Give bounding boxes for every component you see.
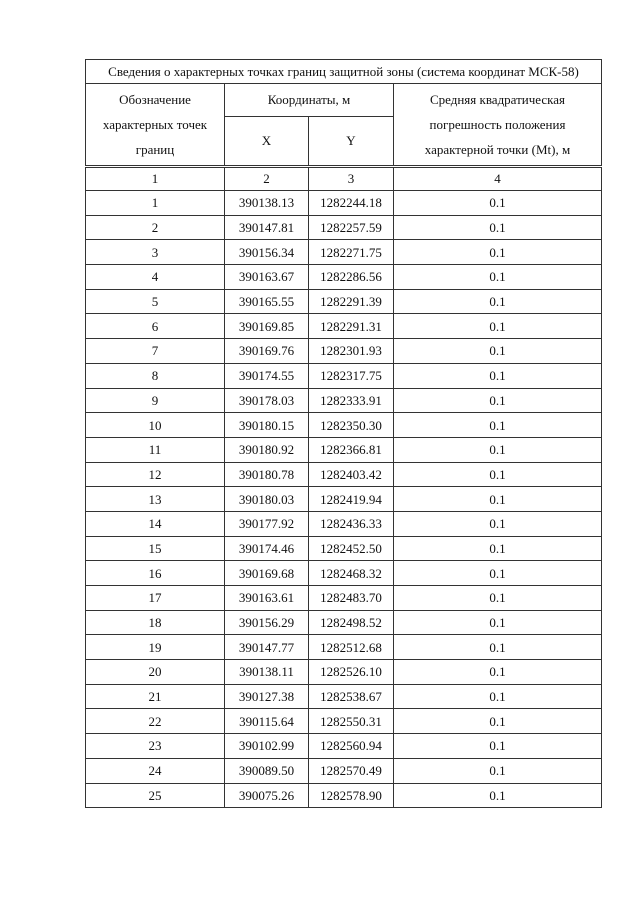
table-row [86, 709, 602, 734]
y-coordinate-cell: 1282538.67 [309, 684, 394, 709]
point-number-cell: 1 [86, 191, 225, 216]
x-coordinate-cell: 390177.92 [225, 511, 309, 536]
table-row [86, 660, 602, 685]
error-cell: 0.1 [394, 635, 602, 660]
y-coordinate-cell: 1282286.56 [309, 265, 394, 290]
error-cell: 0.1 [394, 413, 602, 438]
table-row [86, 511, 602, 536]
error-cell: 0.1 [394, 240, 602, 265]
point-number-cell: 8 [86, 363, 225, 388]
header-row-1 [86, 84, 602, 117]
point-number-cell: 16 [86, 561, 225, 586]
table-row [86, 783, 602, 808]
table-row [86, 363, 602, 388]
point-number-cell: 17 [86, 586, 225, 611]
x-coordinate-cell: 390147.77 [225, 635, 309, 660]
point-number-cell: 14 [86, 511, 225, 536]
table-row [86, 240, 602, 265]
y-coordinate-cell: 1282350.30 [309, 413, 394, 438]
x-coordinate-cell: 390169.68 [225, 561, 309, 586]
table-row [86, 536, 602, 561]
x-coordinate-cell: 390174.55 [225, 363, 309, 388]
header-coordinates: Координаты, м [225, 84, 394, 117]
y-coordinate-cell: 1282317.75 [309, 363, 394, 388]
point-number-cell: 22 [86, 709, 225, 734]
error-cell: 0.1 [394, 462, 602, 487]
point-number-cell: 18 [86, 610, 225, 635]
table-row [86, 758, 602, 783]
x-coordinate-cell: 390174.46 [225, 536, 309, 561]
point-number-cell: 13 [86, 487, 225, 512]
table-row [86, 437, 602, 462]
point-number-cell: 21 [86, 684, 225, 709]
y-coordinate-cell: 1282333.91 [309, 388, 394, 413]
coordinates-table [85, 59, 602, 808]
point-number-cell: 7 [86, 339, 225, 364]
table-row [86, 314, 602, 339]
title-row [86, 60, 602, 84]
y-coordinate-cell: 1282257.59 [309, 215, 394, 240]
y-coordinate-cell: 1282560.94 [309, 734, 394, 759]
point-number-cell: 9 [86, 388, 225, 413]
error-cell: 0.1 [394, 758, 602, 783]
table-row [86, 635, 602, 660]
y-coordinate-cell: 1282291.31 [309, 314, 394, 339]
error-cell: 0.1 [394, 536, 602, 561]
table-title: Сведения о характерных точках границ защитной зоны (система координат МСК-58) [86, 60, 602, 84]
y-coordinate-cell: 1282419.94 [309, 487, 394, 512]
table-row [86, 215, 602, 240]
x-coordinate-cell: 390180.78 [225, 462, 309, 487]
point-number-cell: 3 [86, 240, 225, 265]
error-cell: 0.1 [394, 511, 602, 536]
table-row [86, 487, 602, 512]
error-cell: 0.1 [394, 339, 602, 364]
table-row [86, 586, 602, 611]
y-coordinate-cell: 1282550.31 [309, 709, 394, 734]
x-coordinate-cell: 390147.81 [225, 215, 309, 240]
error-cell: 0.1 [394, 487, 602, 512]
x-coordinate-cell: 390138.11 [225, 660, 309, 685]
y-coordinate-cell: 1282570.49 [309, 758, 394, 783]
table-row [86, 734, 602, 759]
header-x: X [225, 117, 309, 167]
error-cell: 0.1 [394, 437, 602, 462]
error-cell: 0.1 [394, 265, 602, 290]
error-cell: 0.1 [394, 709, 602, 734]
point-number-cell: 2 [86, 215, 225, 240]
y-coordinate-cell: 1282512.68 [309, 635, 394, 660]
error-cell: 0.1 [394, 289, 602, 314]
table-row [86, 289, 602, 314]
error-cell: 0.1 [394, 363, 602, 388]
point-number-cell: 12 [86, 462, 225, 487]
point-number-cell: 20 [86, 660, 225, 685]
table-row [86, 610, 602, 635]
x-coordinate-cell: 390102.99 [225, 734, 309, 759]
x-coordinate-cell: 390180.92 [225, 437, 309, 462]
point-number-cell: 10 [86, 413, 225, 438]
error-cell: 0.1 [394, 684, 602, 709]
point-number-cell: 24 [86, 758, 225, 783]
x-coordinate-cell: 390169.76 [225, 339, 309, 364]
x-coordinate-cell: 390115.64 [225, 709, 309, 734]
y-coordinate-cell: 1282366.81 [309, 437, 394, 462]
y-coordinate-cell: 1282244.18 [309, 191, 394, 216]
y-coordinate-cell: 1282483.70 [309, 586, 394, 611]
x-coordinate-cell: 390089.50 [225, 758, 309, 783]
x-coordinate-cell: 390165.55 [225, 289, 309, 314]
y-coordinate-cell: 1282526.10 [309, 660, 394, 685]
table-row [86, 684, 602, 709]
y-coordinate-cell: 1282452.50 [309, 536, 394, 561]
error-cell: 0.1 [394, 610, 602, 635]
column-number-row [86, 167, 602, 191]
error-cell: 0.1 [394, 388, 602, 413]
column-number: 3 [309, 167, 394, 191]
x-coordinate-cell: 390163.67 [225, 265, 309, 290]
error-cell: 0.1 [394, 660, 602, 685]
column-number: 4 [394, 167, 602, 191]
x-coordinate-cell: 390075.26 [225, 783, 309, 808]
table-row [86, 388, 602, 413]
header-error: Средняя квадратическая погрешность положения характерной точки (Mt), м [394, 84, 602, 167]
error-cell: 0.1 [394, 783, 602, 808]
point-number-cell: 5 [86, 289, 225, 314]
error-cell: 0.1 [394, 215, 602, 240]
error-cell: 0.1 [394, 561, 602, 586]
table-row [86, 191, 602, 216]
table-row [86, 462, 602, 487]
error-cell: 0.1 [394, 314, 602, 339]
x-coordinate-cell: 390156.29 [225, 610, 309, 635]
x-coordinate-cell: 390156.34 [225, 240, 309, 265]
error-cell: 0.1 [394, 191, 602, 216]
x-coordinate-cell: 390163.61 [225, 586, 309, 611]
point-number-cell: 19 [86, 635, 225, 660]
error-cell: 0.1 [394, 586, 602, 611]
table-row [86, 339, 602, 364]
table-row [86, 265, 602, 290]
point-number-cell: 4 [86, 265, 225, 290]
point-number-cell: 23 [86, 734, 225, 759]
y-coordinate-cell: 1282271.75 [309, 240, 394, 265]
header-designation: Обозначение характерных точек границ [86, 84, 225, 167]
x-coordinate-cell: 390138.13 [225, 191, 309, 216]
header-y: Y [309, 117, 394, 167]
table-row [86, 413, 602, 438]
y-coordinate-cell: 1282578.90 [309, 783, 394, 808]
y-coordinate-cell: 1282468.32 [309, 561, 394, 586]
x-coordinate-cell: 390169.85 [225, 314, 309, 339]
y-coordinate-cell: 1282498.52 [309, 610, 394, 635]
error-cell: 0.1 [394, 734, 602, 759]
table-row [86, 561, 602, 586]
x-coordinate-cell: 390178.03 [225, 388, 309, 413]
y-coordinate-cell: 1282301.93 [309, 339, 394, 364]
column-number: 2 [225, 167, 309, 191]
y-coordinate-cell: 1282436.33 [309, 511, 394, 536]
point-number-cell: 15 [86, 536, 225, 561]
y-coordinate-cell: 1282403.42 [309, 462, 394, 487]
x-coordinate-cell: 390180.15 [225, 413, 309, 438]
x-coordinate-cell: 390127.38 [225, 684, 309, 709]
point-number-cell: 11 [86, 437, 225, 462]
column-number: 1 [86, 167, 225, 191]
point-number-cell: 25 [86, 783, 225, 808]
x-coordinate-cell: 390180.03 [225, 487, 309, 512]
y-coordinate-cell: 1282291.39 [309, 289, 394, 314]
point-number-cell: 6 [86, 314, 225, 339]
